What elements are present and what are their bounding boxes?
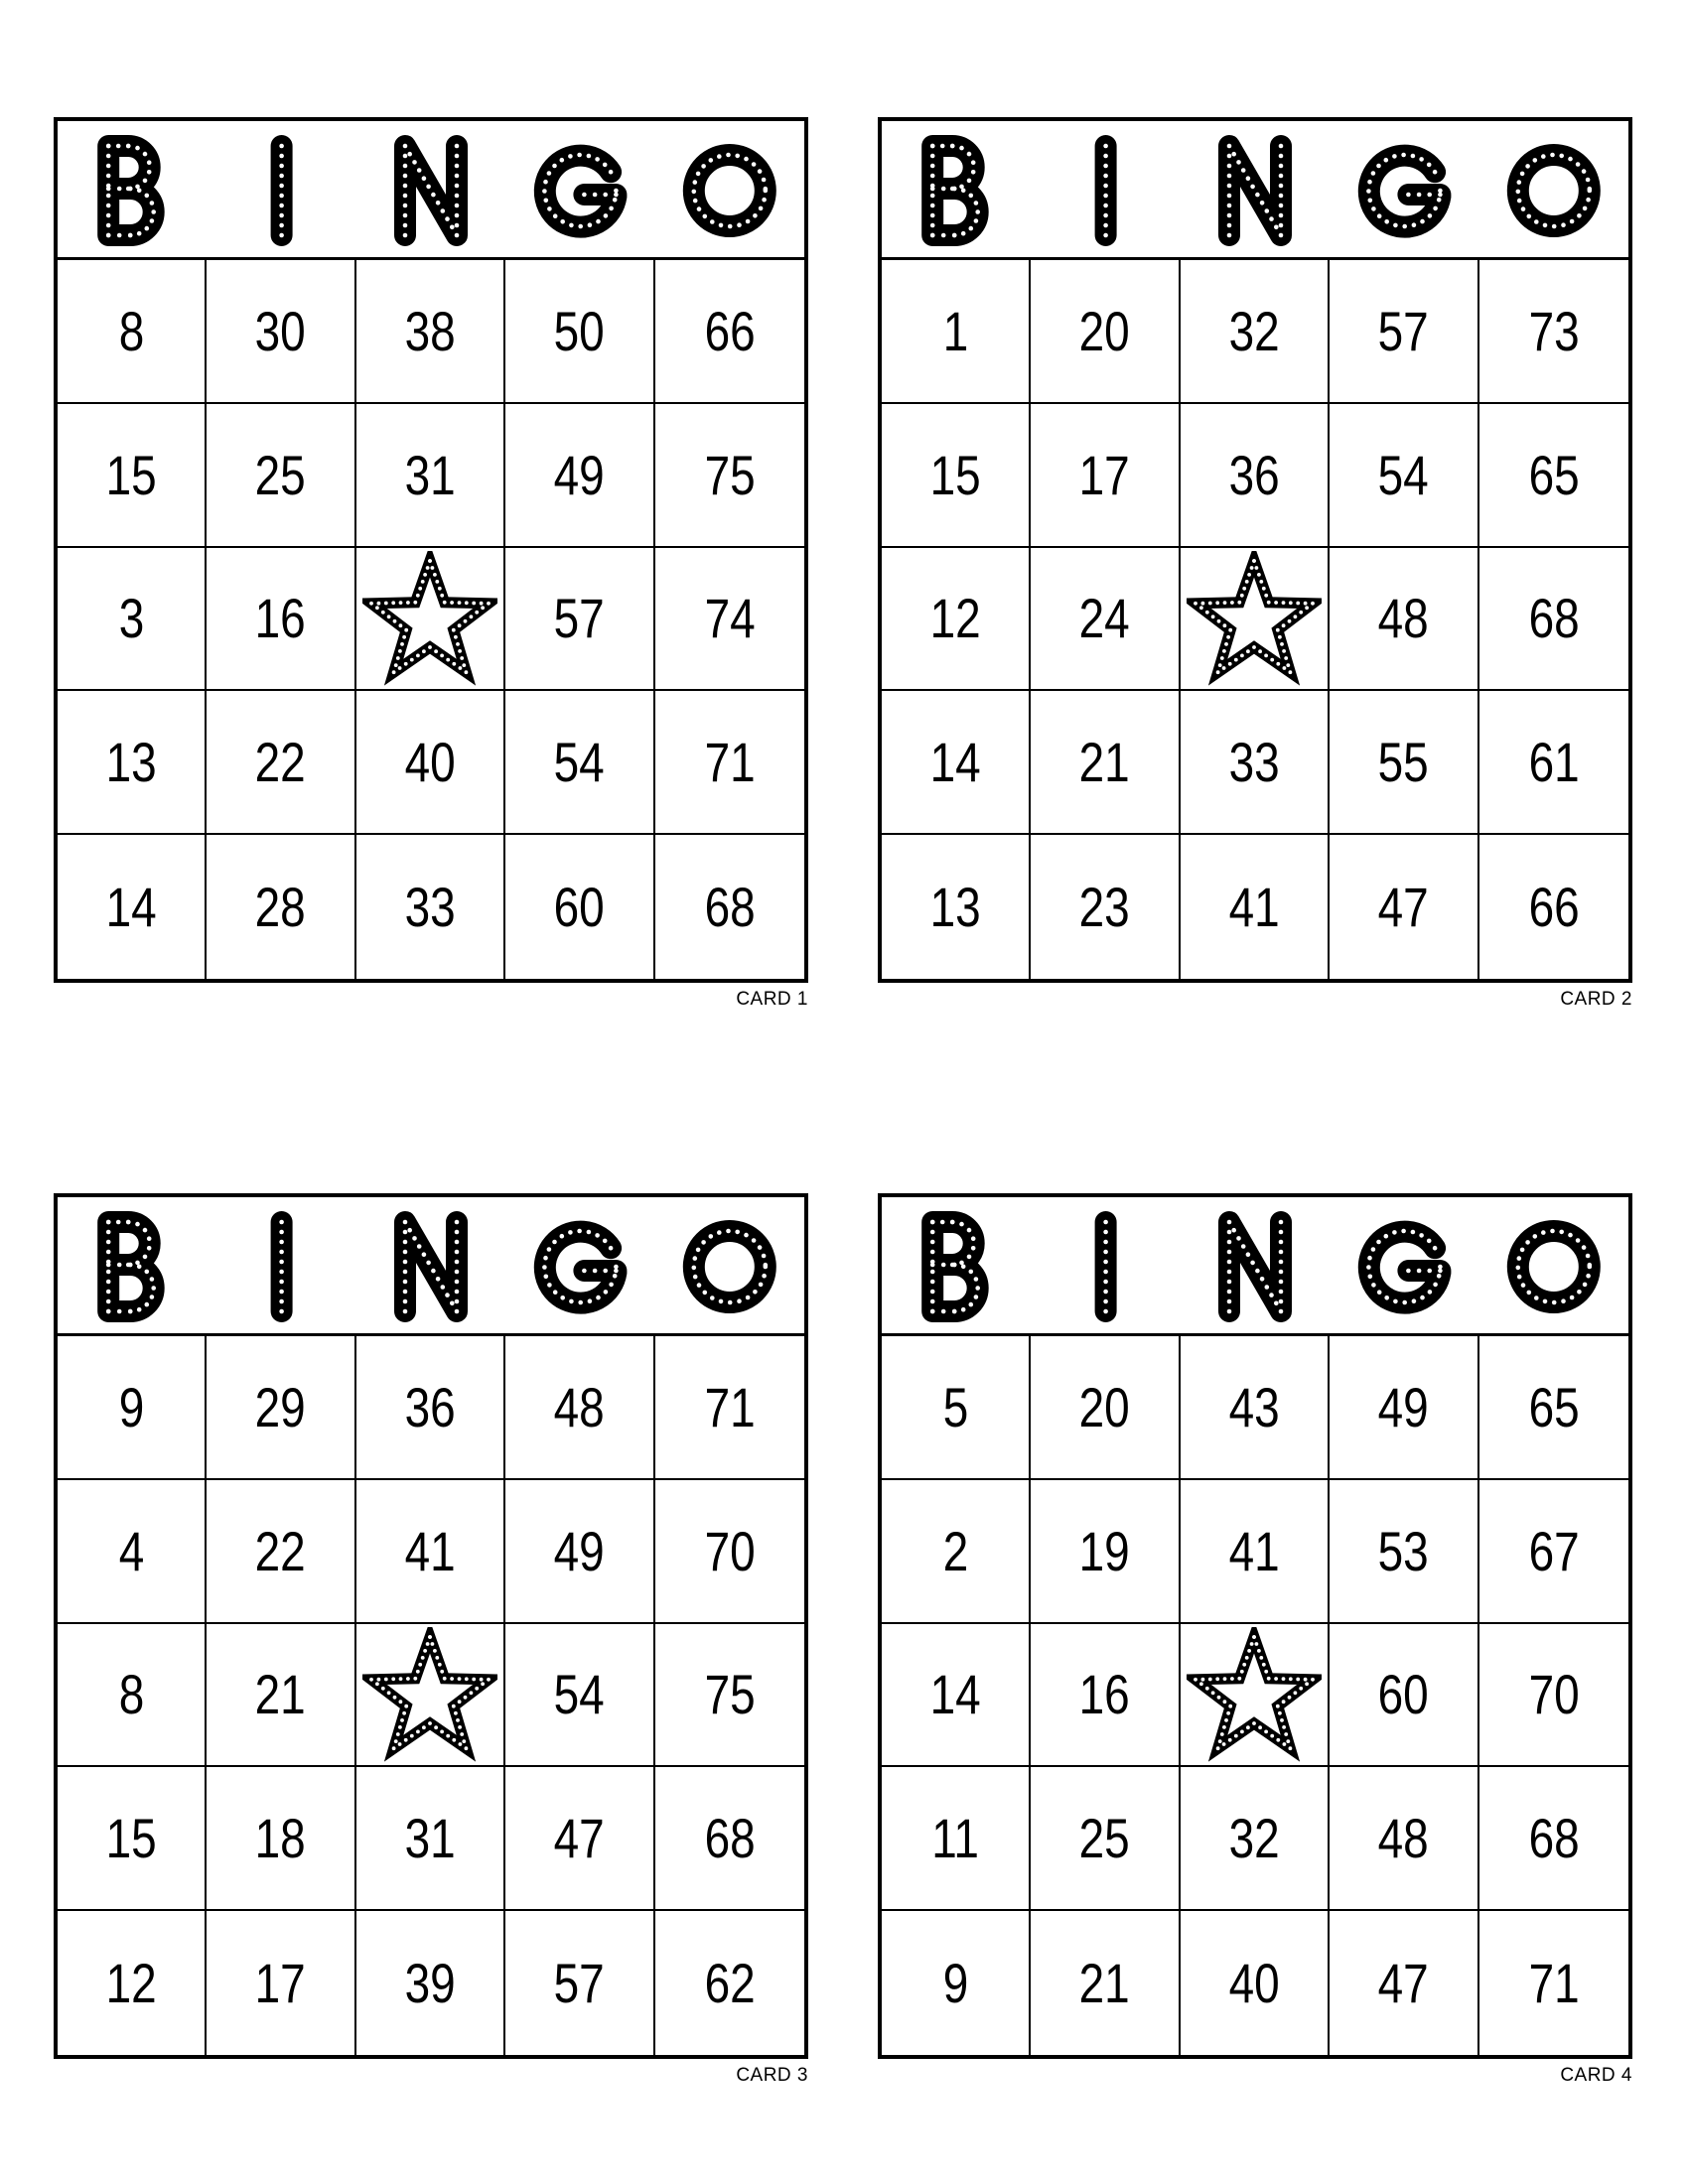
- number-cell[interactable]: [882, 835, 1031, 979]
- number-cell[interactable]: [1330, 1624, 1478, 1768]
- cell-number: 11: [931, 1807, 980, 1870]
- cell-number: 47: [553, 1807, 605, 1870]
- cell-number: 54: [1377, 443, 1429, 506]
- header-letter-o: [1516, 153, 1593, 229]
- number-cell[interactable]: [505, 1911, 654, 2055]
- header-letter-n: [403, 1220, 460, 1314]
- cell-number: 60: [553, 876, 605, 939]
- cell-number: 68: [1528, 1807, 1580, 1870]
- cell-number: 31: [404, 443, 456, 506]
- cell-number: 47: [1377, 876, 1429, 939]
- number-cell[interactable]: [882, 691, 1031, 835]
- cell-number: 68: [1528, 587, 1580, 650]
- number-cell[interactable]: [655, 404, 804, 548]
- number-cell[interactable]: [655, 1767, 804, 1911]
- cell-number: 25: [255, 443, 307, 506]
- number-cell[interactable]: [1181, 1911, 1330, 2055]
- cell-number: 20: [1079, 1375, 1131, 1438]
- number-cell[interactable]: [58, 404, 207, 548]
- number-grid: [58, 1336, 804, 2055]
- number-cell[interactable]: [505, 260, 654, 404]
- card-label: CARD 4: [1560, 2065, 1632, 2086]
- header-letter-b: [106, 144, 156, 238]
- number-cell[interactable]: [207, 1767, 355, 1911]
- number-cell[interactable]: [58, 1480, 207, 1624]
- cell-number: 12: [929, 587, 981, 650]
- cell-number: 13: [929, 876, 981, 939]
- number-grid: [882, 260, 1628, 979]
- number-cell[interactable]: [356, 835, 505, 979]
- cell-number: 21: [1079, 731, 1131, 794]
- number-cell[interactable]: [655, 1480, 804, 1624]
- number-cell[interactable]: [505, 1624, 654, 1768]
- card-label: CARD 2: [1560, 989, 1632, 1010]
- cell-number: 24: [1079, 587, 1131, 650]
- cell-number: 9: [118, 1375, 144, 1438]
- cell-number: 28: [255, 876, 307, 939]
- star-icon: [362, 1627, 497, 1762]
- cell-number: 22: [255, 1519, 307, 1582]
- header-letter-i: [279, 144, 284, 238]
- cell-number: 41: [1228, 876, 1280, 939]
- cell-number: 16: [1079, 1663, 1131, 1726]
- cell-number: 14: [105, 876, 157, 939]
- number-cell[interactable]: [655, 1624, 804, 1768]
- number-cell[interactable]: [655, 835, 804, 979]
- header-letter-i: [1103, 144, 1108, 238]
- number-cell[interactable]: [1181, 691, 1330, 835]
- bingo-card: [878, 1193, 1632, 2059]
- cell-number: 71: [704, 1375, 756, 1438]
- number-cell[interactable]: [505, 1336, 654, 1480]
- cell-number: 14: [929, 731, 981, 794]
- free-space[interactable]: [356, 548, 505, 692]
- number-cell[interactable]: [207, 548, 355, 692]
- cell-number: 21: [255, 1663, 307, 1726]
- number-cell[interactable]: [882, 1911, 1031, 2055]
- header-letter-o: [692, 1229, 769, 1305]
- number-cell[interactable]: [207, 1480, 355, 1624]
- number-cell[interactable]: [1479, 548, 1628, 692]
- bingo-header: [882, 1197, 1628, 1336]
- number-cell[interactable]: [356, 1767, 505, 1911]
- number-cell[interactable]: [1330, 1336, 1478, 1480]
- number-cell[interactable]: [356, 1480, 505, 1624]
- bingo-header: [58, 1197, 804, 1336]
- cell-number: 74: [704, 587, 756, 650]
- number-cell[interactable]: [505, 835, 654, 979]
- cell-number: 60: [1377, 1663, 1429, 1726]
- number-cell[interactable]: [207, 1911, 355, 2055]
- cell-number: 8: [118, 1663, 144, 1726]
- cell-number: 61: [1528, 731, 1580, 794]
- cell-number: 36: [1228, 443, 1280, 506]
- number-cell[interactable]: [882, 1336, 1031, 1480]
- cell-number: 65: [1528, 443, 1580, 506]
- cell-number: 49: [553, 1519, 605, 1582]
- number-grid: [882, 1336, 1628, 2055]
- cell-number: 15: [105, 1807, 157, 1870]
- number-cell[interactable]: [1330, 548, 1478, 692]
- bingo-card: [54, 1193, 808, 2059]
- number-cell[interactable]: [882, 260, 1031, 404]
- cell-number: 75: [704, 443, 756, 506]
- number-cell[interactable]: [58, 1767, 207, 1911]
- number-cell[interactable]: [1031, 1767, 1180, 1911]
- cell-number: 21: [1079, 1952, 1131, 2015]
- header-letter-o: [1516, 1229, 1593, 1305]
- number-cell[interactable]: [1479, 404, 1628, 548]
- header-letter-g: [1366, 1229, 1443, 1305]
- star-icon: [1187, 1627, 1322, 1762]
- cell-number: 8: [118, 299, 144, 362]
- cell-number: 25: [1079, 1807, 1131, 1870]
- number-cell[interactable]: [207, 1336, 355, 1480]
- number-cell[interactable]: [505, 691, 654, 835]
- cell-number: 75: [704, 1663, 756, 1726]
- cell-number: 16: [255, 587, 307, 650]
- cell-number: 48: [1377, 587, 1429, 650]
- cell-number: 71: [1528, 1952, 1580, 2015]
- number-cell[interactable]: [882, 1767, 1031, 1911]
- cell-number: 18: [255, 1807, 307, 1870]
- number-cell[interactable]: [882, 1480, 1031, 1624]
- number-cell[interactable]: [1181, 1767, 1330, 1911]
- number-cell[interactable]: [58, 691, 207, 835]
- cell-number: 53: [1377, 1519, 1429, 1582]
- header-letter-b: [106, 1220, 156, 1314]
- number-cell[interactable]: [1330, 1911, 1478, 2055]
- number-cell[interactable]: [207, 404, 355, 548]
- number-cell[interactable]: [1181, 1480, 1330, 1624]
- number-cell[interactable]: [356, 1911, 505, 2055]
- number-grid: [58, 260, 804, 979]
- star-icon: [1187, 551, 1322, 686]
- number-cell[interactable]: [882, 1624, 1031, 1768]
- cell-number: 47: [1377, 1952, 1429, 2015]
- number-cell[interactable]: [1031, 1336, 1180, 1480]
- cell-number: 70: [1528, 1663, 1580, 1726]
- header-letter-i: [279, 1220, 284, 1314]
- number-cell[interactable]: [655, 260, 804, 404]
- header-letter-b: [930, 144, 980, 238]
- cell-number: 57: [1377, 299, 1429, 362]
- cell-number: 1: [942, 299, 968, 362]
- cell-number: 49: [1377, 1375, 1429, 1438]
- number-cell[interactable]: [1479, 1480, 1628, 1624]
- cell-number: 41: [1228, 1519, 1280, 1582]
- cell-number: 2: [942, 1519, 968, 1582]
- cell-number: 57: [553, 1952, 605, 2015]
- number-cell[interactable]: [1031, 548, 1180, 692]
- cell-number: 39: [404, 1952, 456, 2015]
- cell-number: 40: [404, 731, 456, 794]
- number-cell[interactable]: [505, 548, 654, 692]
- number-cell[interactable]: [655, 1911, 804, 2055]
- number-cell[interactable]: [207, 1624, 355, 1768]
- bingo-card: [878, 117, 1632, 983]
- number-cell[interactable]: [1031, 404, 1180, 548]
- card-label: CARD 3: [736, 2065, 808, 2086]
- number-cell[interactable]: [1330, 404, 1478, 548]
- number-cell[interactable]: [207, 835, 355, 979]
- number-cell[interactable]: [1479, 835, 1628, 979]
- number-cell[interactable]: [1479, 1911, 1628, 2055]
- cell-number: 33: [1228, 731, 1280, 794]
- free-space[interactable]: [356, 1624, 505, 1768]
- cell-number: 57: [553, 587, 605, 650]
- header-letter-b: [930, 1220, 980, 1314]
- number-cell[interactable]: [1330, 260, 1478, 404]
- cell-number: 33: [404, 876, 456, 939]
- number-cell[interactable]: [505, 404, 654, 548]
- cell-number: 65: [1528, 1375, 1580, 1438]
- number-cell[interactable]: [1330, 1767, 1478, 1911]
- cell-number: 32: [1228, 299, 1280, 362]
- cell-number: 66: [1528, 876, 1580, 939]
- number-cell[interactable]: [1031, 1480, 1180, 1624]
- number-cell[interactable]: [1330, 835, 1478, 979]
- free-space[interactable]: [1181, 548, 1330, 692]
- header-letter-o: [692, 153, 769, 229]
- number-cell[interactable]: [58, 1624, 207, 1768]
- cell-number: 5: [942, 1375, 968, 1438]
- number-cell[interactable]: [58, 1336, 207, 1480]
- number-cell[interactable]: [882, 548, 1031, 692]
- cell-number: 50: [553, 299, 605, 362]
- cell-number: 38: [404, 299, 456, 362]
- number-cell[interactable]: [58, 548, 207, 692]
- cell-number: 20: [1079, 299, 1131, 362]
- number-cell[interactable]: [1181, 404, 1330, 548]
- number-cell[interactable]: [356, 404, 505, 548]
- cell-number: 15: [105, 443, 157, 506]
- cell-number: 32: [1228, 1807, 1280, 1870]
- cell-number: 13: [105, 731, 157, 794]
- header-letter-g: [542, 1229, 619, 1305]
- number-cell[interactable]: [356, 260, 505, 404]
- header-letter-n: [1227, 1220, 1284, 1314]
- cell-number: 43: [1228, 1375, 1280, 1438]
- number-cell[interactable]: [1479, 1336, 1628, 1480]
- cell-number: 15: [929, 443, 981, 506]
- cell-number: 22: [255, 731, 307, 794]
- cell-number: 54: [553, 1663, 605, 1726]
- number-cell[interactable]: [1031, 835, 1180, 979]
- bingo-header: [882, 121, 1628, 260]
- number-cell[interactable]: [58, 1911, 207, 2055]
- cell-number: 48: [1377, 1807, 1429, 1870]
- number-cell[interactable]: [58, 835, 207, 979]
- cell-number: 30: [255, 299, 307, 362]
- number-cell[interactable]: [58, 260, 207, 404]
- cell-number: 23: [1079, 876, 1131, 939]
- cell-number: 67: [1528, 1519, 1580, 1582]
- number-cell[interactable]: [655, 1336, 804, 1480]
- cell-number: 41: [404, 1519, 456, 1582]
- cell-number: 29: [255, 1375, 307, 1438]
- number-cell[interactable]: [356, 1336, 505, 1480]
- number-cell[interactable]: [207, 691, 355, 835]
- free-space[interactable]: [1181, 1624, 1330, 1768]
- cell-number: 4: [118, 1519, 144, 1582]
- cell-number: 70: [704, 1519, 756, 1582]
- cell-number: 17: [1079, 443, 1131, 506]
- cell-number: 66: [704, 299, 756, 362]
- bingo-header: [58, 121, 804, 260]
- cell-number: 12: [105, 1952, 157, 2015]
- number-cell[interactable]: [207, 260, 355, 404]
- cell-number: 17: [255, 1952, 307, 2015]
- header-letter-i: [1103, 1220, 1108, 1314]
- cell-number: 36: [404, 1375, 456, 1438]
- number-cell[interactable]: [655, 691, 804, 835]
- header-letter-g: [1366, 153, 1443, 229]
- cell-number: 31: [404, 1807, 456, 1870]
- number-cell[interactable]: [1330, 1480, 1478, 1624]
- cell-number: 40: [1228, 1952, 1280, 2015]
- number-cell[interactable]: [1031, 1624, 1180, 1768]
- number-cell[interactable]: [505, 1480, 654, 1624]
- number-cell[interactable]: [1031, 1911, 1180, 2055]
- header-letter-g: [542, 153, 619, 229]
- number-cell[interactable]: [505, 1767, 654, 1911]
- number-cell[interactable]: [1479, 1624, 1628, 1768]
- card-label: CARD 1: [736, 989, 808, 1010]
- number-cell[interactable]: [1479, 260, 1628, 404]
- cell-number: 62: [704, 1952, 756, 2015]
- cell-number: 3: [118, 587, 144, 650]
- cell-number: 19: [1079, 1519, 1131, 1582]
- cell-number: 68: [704, 1807, 756, 1870]
- number-cell[interactable]: [1181, 835, 1330, 979]
- cell-number: 55: [1377, 731, 1429, 794]
- cell-number: 54: [553, 731, 605, 794]
- number-cell[interactable]: [1479, 691, 1628, 835]
- cell-number: 14: [929, 1663, 981, 1726]
- number-cell[interactable]: [1031, 260, 1180, 404]
- cell-number: 68: [704, 876, 756, 939]
- number-cell[interactable]: [882, 404, 1031, 548]
- number-cell[interactable]: [1330, 691, 1478, 835]
- cell-number: 48: [553, 1375, 605, 1438]
- star-icon: [362, 551, 497, 686]
- header-letter-n: [403, 144, 460, 238]
- cell-number: 73: [1528, 299, 1580, 362]
- number-cell[interactable]: [1181, 1336, 1330, 1480]
- cell-number: 49: [553, 443, 605, 506]
- number-cell[interactable]: [1479, 1767, 1628, 1911]
- number-cell[interactable]: [1181, 260, 1330, 404]
- header-letter-n: [1227, 144, 1284, 238]
- number-cell[interactable]: [356, 691, 505, 835]
- number-cell[interactable]: [1031, 691, 1180, 835]
- number-cell[interactable]: [655, 548, 804, 692]
- bingo-card: [54, 117, 808, 983]
- cell-number: 9: [942, 1952, 968, 2015]
- cell-number: 71: [704, 731, 756, 794]
